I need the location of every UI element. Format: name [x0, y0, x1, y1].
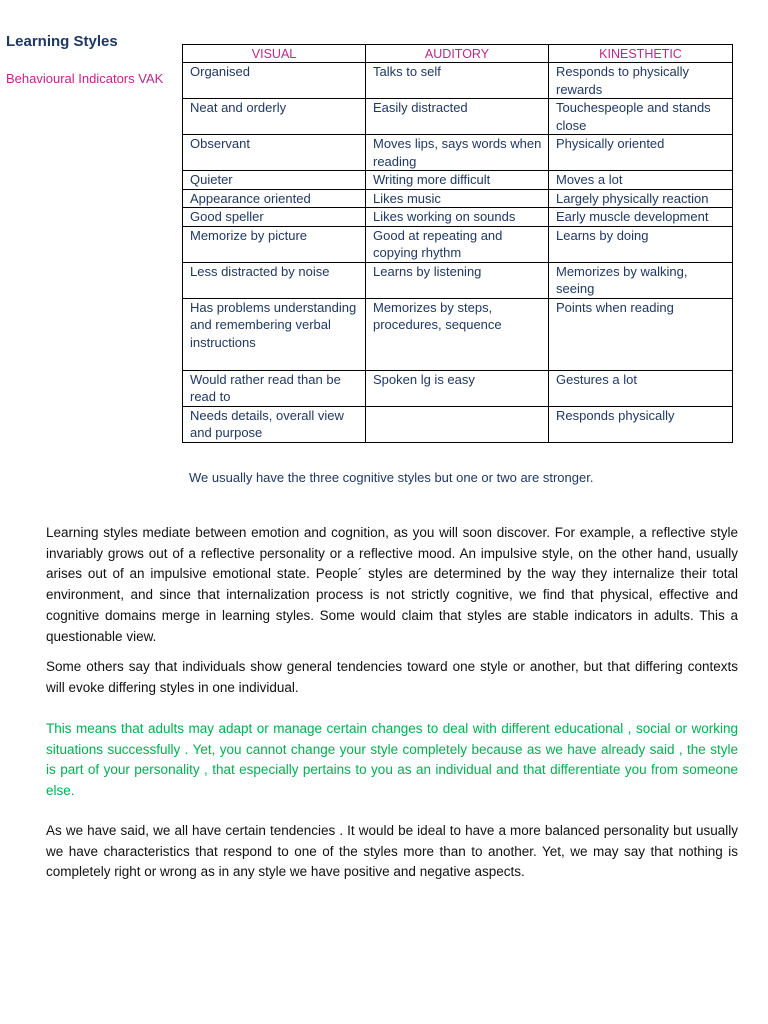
- table-cell: Easily distracted: [366, 99, 549, 135]
- table-row: [183, 63, 733, 99]
- table-cell: Touchespeople and stands close: [549, 99, 733, 135]
- page-subtitle: Behavioural Indicators VAK: [6, 71, 164, 86]
- page-title: Learning Styles: [6, 33, 118, 50]
- table-cell: [366, 406, 549, 442]
- table-cell: Moves lips, says words when reading: [366, 135, 549, 171]
- table-cell: Talks to self: [366, 63, 549, 99]
- table-cell: Good speller: [183, 208, 366, 227]
- table-row: [183, 370, 733, 406]
- table-cell: Good at repeating and copying rhythm: [366, 226, 549, 262]
- table-row: [183, 171, 733, 190]
- table-cell: Learns by listening: [366, 262, 549, 298]
- table-cell: Would rather read than be read to: [183, 370, 366, 406]
- table-cell: Memorizes by walking, seeing: [549, 262, 733, 298]
- paragraph-adapt-styles: This means that adults may adapt or manage certain changes to deal with different educational , social or working situations successfully . Yet, you cannot change your style completely because as we have already said , the style is part of your personality , that especially pertains to you as an individual and that differentiate you from someone else.: [46, 721, 738, 799]
- table-cell: Observant: [183, 135, 366, 171]
- header-kinesthetic: KINESTHETIC: [549, 45, 733, 63]
- table-cell: Early muscle development: [549, 208, 733, 227]
- table-row: [183, 189, 733, 208]
- table-row: [183, 298, 733, 370]
- cognitive-styles-note: We usually have the three cognitive styles but one or two are stronger.: [189, 470, 594, 485]
- table-cell: Writing more difficult: [366, 171, 549, 190]
- table-cell: Spoken lg is easy: [366, 370, 549, 406]
- paragraph-emotion-cognition: Learning styles mediate between emotion and cognition, as you will soon discover. For example, a reflective style invariably grows out of a reflective personality or a reflective mood. An impulsive style, on the other hand, usually arises out of an impulsive emotional state. People´ styles are determined by the way they internalize their total environment, and since that internalization process is not strictly cognitive, we find that physical, effective and cognitive domains merge in learning styles. Some would claim that styles are stable indicators in adults. This a questionable view.: [46, 525, 738, 644]
- table-row: [183, 99, 733, 135]
- table-cell: Organised: [183, 63, 366, 99]
- table-cell: Memorize by picture: [183, 226, 366, 262]
- table-cell: Likes music: [366, 189, 549, 208]
- table-cell: Has problems understanding and remembering verbal instructions: [183, 298, 366, 370]
- table-cell: Less distracted by noise: [183, 262, 366, 298]
- table-cell: Gestures a lot: [549, 370, 733, 406]
- table-row: [183, 135, 733, 171]
- paragraph-balanced-personality: As we have said, we all have certain tendencies . It would be ideal to have a more balanced personality but usually we have characteristics that respond to one of the styles more than to another. Yet, we may say that nothing is completely right or wrong as in any style we have positive and negative aspects.: [46, 823, 738, 880]
- table-cell: Memorizes by steps, procedures, sequence: [366, 298, 549, 370]
- table-cell: Responds to physically rewards: [549, 63, 733, 99]
- paragraph-general-tendencies: Some others say that individuals show general tendencies toward one style or another, but that differing contexts will evoke differing styles in one individual.: [46, 659, 738, 695]
- header-auditory: AUDITORY: [366, 45, 549, 63]
- header-visual: VISUAL: [183, 45, 366, 63]
- table-row: [183, 262, 733, 298]
- table-header-row: [183, 45, 733, 63]
- table-cell: Physically oriented: [549, 135, 733, 171]
- table-cell: Learns by doing: [549, 226, 733, 262]
- table-cell: Appearance oriented: [183, 189, 366, 208]
- table-cell: Largely physically reaction: [549, 189, 733, 208]
- table-row: [183, 406, 733, 442]
- table-cell: Points when reading: [549, 298, 733, 370]
- table-cell: Quieter: [183, 171, 366, 190]
- table-cell: Likes working on sounds: [366, 208, 549, 227]
- table-cell: Neat and orderly: [183, 99, 366, 135]
- table-row: [183, 208, 733, 227]
- table-cell: Needs details, overall view and purpose: [183, 406, 366, 442]
- vak-indicators-table: [182, 44, 733, 443]
- table-cell: Moves a lot: [549, 171, 733, 190]
- table-row: [183, 226, 733, 262]
- table-cell: Responds physically: [549, 406, 733, 442]
